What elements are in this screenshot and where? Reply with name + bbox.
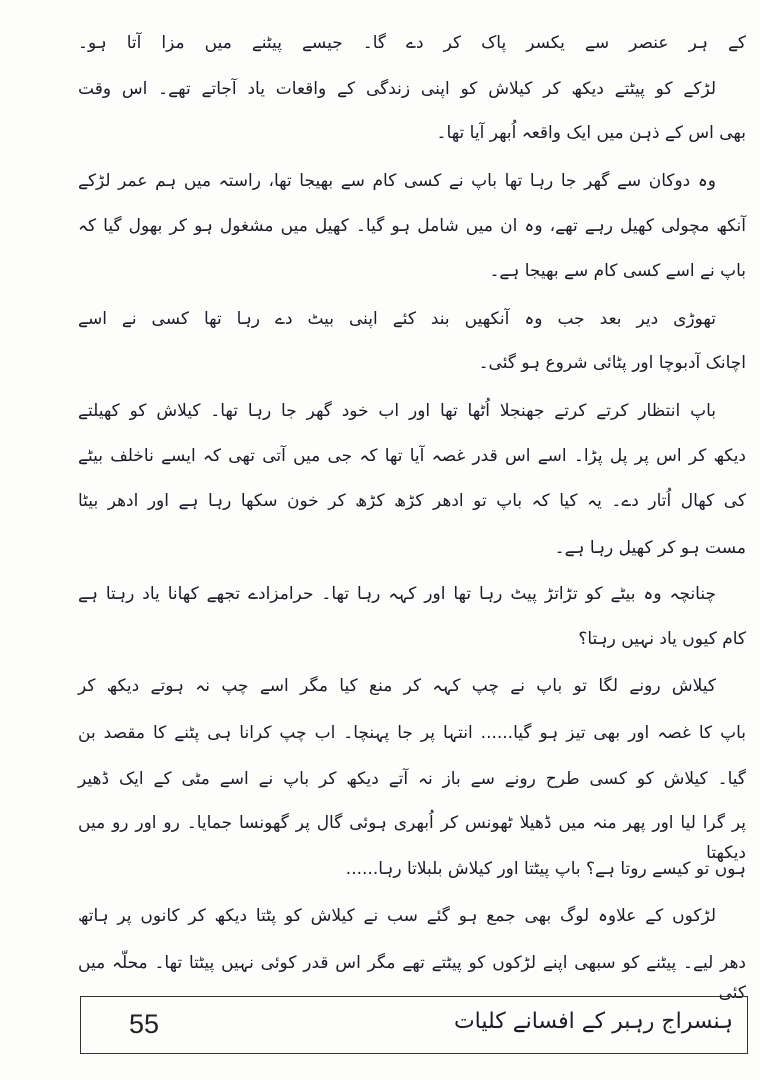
text-line: وہ دوکان سے گھر جا رہا تھا باپ نے کسی کام سے بھیجا تھا، راستہ میں ہم عمر لڑکے [78, 171, 716, 191]
text-line: کام کیوں یاد نہیں رہتا؟ [578, 629, 746, 649]
text-line: بھی اس کے ذہن میں ایک واقعہ اُبھر آیا تھا۔ [436, 123, 746, 143]
text-line: اچانک آدبوچا اور پٹائی شروع ہو گئی۔ [478, 353, 746, 373]
text-line: کی کھال اُتار دے۔ یہ کیا کہ باپ تو ادھر کڑھ کڑھ کر خون سکھا رہا ہے اور ادھر بیٹا [78, 491, 746, 511]
text-line: آنکھ مچولی کھیل رہے تھے، وہ ان میں شامل ہو گیا۔ کھیل میں مشغول ہو کر بھول گیا کہ [78, 216, 746, 236]
text-line: گیا۔ کیلاش کو کسی طرح رونے سے باز نہ آتے دیکھ کر باپ نے اسے مٹی کے ایک ڈھیر [78, 769, 746, 789]
text-line: لڑکوں کے علاوہ لوگ بھی جمع ہو گئے سب نے کیلاش کو پٹتا دیکھ کر کانوں پر ہاتھ [78, 906, 716, 926]
text-line: مست ہو کر کھیل رہا ہے۔ [554, 538, 746, 558]
page-footer [80, 996, 748, 1054]
text-line: پر گرا لیا اور پھر منہ میں ڈھیلا ٹھونس کر اُبھری ہوئی گال پر گھونسا جمایا۔ رو اور رو میں دیکھتا [78, 813, 746, 863]
text-line: دیکھ کر اس پر پل پڑا۔ اسے اس قدر غصہ آیا تھا کہ جی میں آتی تھی کہ ایسے ناخلف بیٹے [78, 446, 746, 466]
page-number: 55 [129, 1009, 160, 1039]
text-line: کے ہر عنصر سے یکسر پاک کر دے گا۔ جیسے پیٹنے میں مزا آتا ہو۔ [78, 33, 746, 53]
text-line: باپ کا غصہ اور بھی تیز ہو گیا...... انتہا پر جا پہنچا۔ اب چپ کرانا ہی پٹنے کا مقصد بن [78, 723, 746, 743]
book-title: ہنسراج رہبر کے افسانے کلیات [453, 1009, 733, 1034]
text-line: لڑکے کو پیٹتے دیکھ کر کیلاش کو اپنی زندگی کے واقعات یاد آجاتے تھے۔ اس وقت [78, 79, 716, 99]
text-line: دھر لیے۔ پیٹنے کو سبھی اپنے لڑکوں کو پیٹتے تھے مگر اس قدر کوئی نہیں پیٹتا تھا۔ محلّہ میں کئی [78, 953, 746, 1003]
text-line: باپ نے اسے کسی کام سے بھیجا ہے۔ [489, 261, 746, 281]
text-line: ہوں تو کیسے روتا ہے؟ باپ پیٹتا اور کیلاش بلبلاتا رہا...... [345, 859, 746, 879]
text-line: چنانچہ وہ بیٹے کو تڑاتڑ پیٹ رہا تھا اور کہہ رہا تھا۔ حرامزادے تجھے کھانا یاد رہتا ہے [78, 584, 716, 604]
text-line: باپ انتظار کرتے کرتے جھنجلا اُٹھا تھا اور اب خود گھر جا رہا تھا۔ کیلاش کو کھیلتے [78, 401, 716, 421]
text-line: تھوڑی دیر بعد جب وہ آنکھیں بند کئے اپنی بیٹ دے رہا تھا کسی نے اسے [78, 309, 716, 329]
text-line: کیلاش رونے لگا تو باپ نے چپ کہہ کر منع کیا مگر اسے چپ نہ ہوتے دیکھ کر [78, 676, 716, 696]
